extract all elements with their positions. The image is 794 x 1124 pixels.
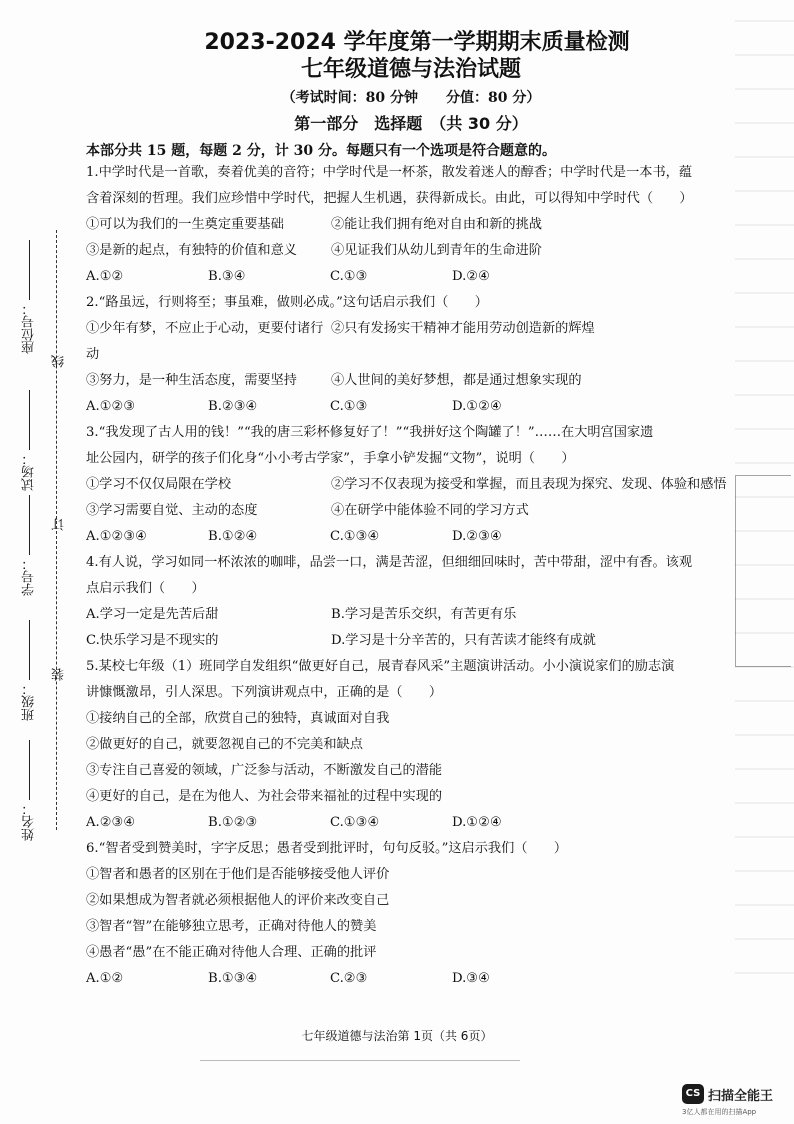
page-divider	[200, 1060, 520, 1061]
student-id-blank[interactable]	[29, 495, 30, 555]
exam-subtitle: 七年级道德与法治试题	[300, 57, 521, 83]
name-blank[interactable]	[29, 740, 30, 800]
seal-mark-bind: 订	[52, 518, 67, 531]
question-2-choice-d[interactable]: D.①②④	[452, 398, 502, 414]
question-3-choice-b[interactable]: B.①②④	[208, 528, 258, 544]
question-4-choice-a[interactable]: A.学习一定是先苦后甜	[86, 606, 219, 622]
question-1-stem-1: 1.中学时代是一首歌，奏着优美的音符；中学时代是一杯茶，散发着迷人的醇香；中学时代是一本书，蕴	[86, 164, 693, 180]
question-6-choice-b[interactable]: B.①③④	[208, 970, 258, 986]
question-1-choice-d[interactable]: D.②④	[452, 268, 490, 284]
question-6-statement-1: ①智者和愚者的区别在于他们是否能够接受他人评价	[86, 866, 390, 882]
student-id-label: 学号：	[22, 557, 37, 596]
question-6-choice-a[interactable]: A.①②	[86, 970, 124, 986]
question-6-choice-d[interactable]: D.③④	[452, 970, 490, 986]
question-3-choice-d[interactable]: D.②③④	[452, 528, 502, 544]
question-2-statement-2: ②只有发扬实干精神才能用劳动创造新的辉煌	[331, 320, 595, 336]
watermark-tagline: 3亿人都在用的扫描App	[682, 1108, 757, 1116]
question-3-stem-1: 3.“我发现了古人用的钱！”“我的唐三彩杯修复好了！”“我拼好这个陶罐了！”……在大明宫国家遗	[86, 424, 654, 440]
watermark-app-name: 扫描全能王	[708, 1089, 774, 1104]
question-4-choice-b[interactable]: B.学习是苦乐交织，有苦更有乐	[331, 606, 517, 622]
class-blank[interactable]	[29, 620, 30, 680]
camscanner-logo-icon: CS	[682, 1084, 704, 1104]
question-6-choice-c[interactable]: C.②③	[330, 970, 368, 986]
question-1-statement-3: ③是新的起点，有独特的价值和意义	[86, 242, 297, 258]
question-5-choice-d[interactable]: D.①②④	[452, 814, 502, 830]
question-3-statement-2: ②学习不仅表现为接受和掌握，而且表现为探究、发现、体验和感悟	[331, 476, 727, 492]
class-field	[20, 620, 39, 721]
seal-mark-line: 线	[52, 355, 67, 368]
question-6-stem-1: 6.“智者受到赞美时，字字反思；愚者受到批评时，句句反驳。”这启示我们（ ）	[86, 840, 568, 856]
question-1-statement-2: ②能让我们拥有绝对自由和新的挑战	[331, 216, 542, 232]
question-3-choice-c[interactable]: C.①③④	[330, 528, 380, 544]
exam-title: 2023-2024 学年度第一学期期末质量检测	[204, 30, 630, 55]
question-3	[86, 420, 736, 550]
question-6	[86, 836, 736, 992]
question-3-statement-1: ①学习不仅仅局限在学校	[86, 476, 232, 492]
question-1-stem-2: 含着深刻的哲理。我们应珍惜中学时代，把握人生机遇，获得新成长。由此，可以得知中学时代（ ）	[86, 190, 693, 206]
question-2-statement-4: ④人世间的美好梦想，都是通过想象实现的	[331, 372, 582, 388]
question-2-choice-a[interactable]: A.①②③	[86, 398, 136, 414]
question-1-statement-4: ④见证我们从幼儿到青年的生命进阶	[331, 242, 542, 258]
binding-margin	[0, 0, 80, 1124]
question-4-stem-2: 点启示我们（ ）	[86, 580, 205, 596]
seal-mark-install: 装	[52, 668, 67, 681]
question-4-choice-c[interactable]: C.快乐学习是不现实的	[86, 632, 219, 648]
exam-content	[86, 30, 736, 992]
question-5-choice-a[interactable]: A.②③④	[86, 814, 136, 830]
exam-info: （考试时间：80 分钟 分值：80 分）	[281, 89, 541, 106]
question-4-stem-1: 4.有人说，学习如同一杯浓浓的咖啡，品尝一口，满是苦涩，但细细回味时，苦中带甜，涩中有香。该观	[86, 554, 693, 570]
question-5-statement-4: ④更好的自己，是在为他人、为社会带来福祉的过程中实现的	[86, 788, 443, 804]
question-5	[86, 654, 736, 836]
question-5-stem-2: 讲慷慨激昂，引人深思。下列演讲观点中，正确的是（ ）	[86, 684, 443, 700]
question-2-stem-1: 2.“路虽远，行则将至；事虽难，做则必成。”这句话启示我们（ ）	[86, 294, 488, 310]
question-3-statement-4: ④在研学中能体验不同的学习方式	[331, 502, 529, 518]
question-6-statement-3: ③智者“智”在能够独立思考，正确对待他人的赞美	[86, 918, 377, 934]
room-label: 试场：	[22, 452, 37, 491]
bleed-through-table	[735, 475, 791, 667]
question-2-choice-c[interactable]: C.①③	[330, 398, 368, 414]
seat-blank[interactable]	[29, 240, 30, 300]
seat-field	[20, 240, 39, 354]
seat-label: 座位号：	[22, 302, 37, 354]
question-1	[86, 160, 736, 290]
question-2-statement-1: ①少年有梦，不应止于心动，更要付诸行动	[86, 320, 324, 362]
question-1-choice-b[interactable]: B.③④	[208, 268, 246, 284]
question-3-statement-3: ③学习需要自觉、主动的态度	[86, 502, 258, 518]
question-1-choice-c[interactable]: C.①③	[330, 268, 368, 284]
question-3-choice-a[interactable]: A.①②③④	[86, 528, 148, 544]
question-5-statement-2: ②做更好的自己，就要忽视自己的不完美和缺点	[86, 736, 363, 752]
part-title: 第一部分 选择题 （共 30 分）	[294, 113, 528, 133]
name-label: 姓名：	[22, 802, 37, 841]
name-field	[20, 740, 39, 841]
page-footer: 七年级道德与法治第 1页（共 6页）	[301, 1029, 493, 1043]
question-2-statement-3: ③努力，是一种生活态度，需要坚持	[86, 372, 297, 388]
question-6-statement-2: ②如果想成为智者就必须根据他人的评价来改变自己	[86, 892, 390, 908]
question-5-choice-c[interactable]: C.①③④	[330, 814, 380, 830]
question-4-choice-d[interactable]: D.学习是十分辛苦的，只有苦读才能终有成就	[331, 632, 596, 648]
question-6-statement-4: ④愚者“愚”在不能正确对待他人合理、正确的批评	[86, 944, 377, 960]
scanner-watermark	[678, 1082, 794, 1116]
student-id-field	[20, 495, 39, 596]
question-5-stem-1: 5.某校七年级（1）班同学自发组织“做更好自己，展青春风采”主题演讲活动。小小演说家们的励志演	[86, 658, 675, 674]
part-instructions: 本部分共 15 题，每题 2 分，计 30 分。每题只有一个选项是符合题意的。	[86, 142, 556, 159]
question-1-choice-a[interactable]: A.①②	[86, 268, 124, 284]
question-2	[86, 290, 736, 420]
room-field	[20, 390, 39, 491]
question-5-choice-b[interactable]: B.①②③	[208, 814, 258, 830]
question-1-statement-1: ①可以为我们的一生奠定重要基础	[86, 216, 284, 232]
question-4	[86, 550, 736, 654]
question-5-statement-3: ③专注自己喜爱的领域，广泛参与活动，不断激发自己的潜能	[86, 762, 443, 778]
question-2-choice-b[interactable]: B.②③④	[208, 398, 258, 414]
question-3-stem-2: 址公园内，研学的孩子们化身“小小考古学家”，手拿小铲发掘“文物”，说明（ ）	[86, 450, 575, 466]
question-5-statement-1: ①接纳自己的全部，欣赏自己的独特，真诚面对自我	[86, 710, 390, 726]
room-blank[interactable]	[29, 390, 30, 450]
class-label: 班级：	[22, 682, 37, 721]
